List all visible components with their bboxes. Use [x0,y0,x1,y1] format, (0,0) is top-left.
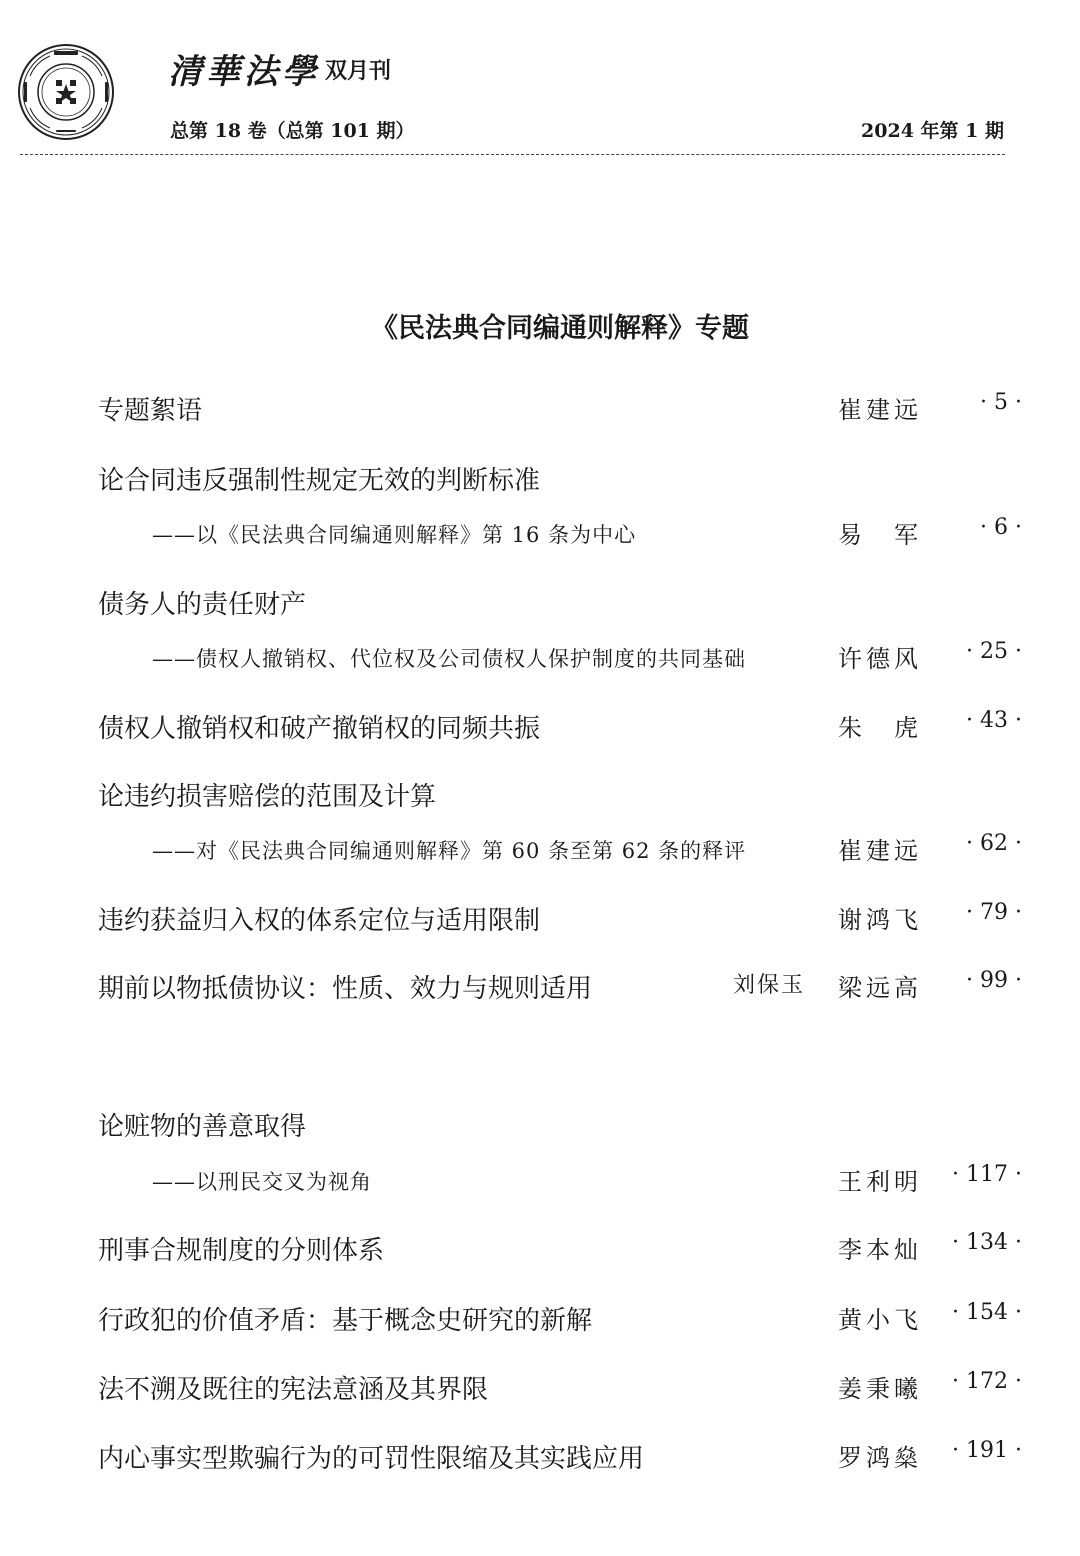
article-page: · 43 · [966,708,1022,733]
toc-entry[interactable] [0,776,1080,816]
article-author: 易 军 [838,521,918,549]
toc-entry-subline [0,639,1080,679]
header-divider [20,154,1005,155]
article-subtitle: ——以《民法典合同编通则解释》第 16 条为中心 [152,523,637,547]
toc-entry-subline [0,1162,1080,1202]
article-page: · 134 · [952,1230,1022,1255]
article-author: 梁远高 [838,974,918,1002]
article-page: · 6 · [980,515,1022,540]
article-author: 许德风 [838,645,918,673]
article-title: 论违约损害赔偿的范围及计算 [98,782,437,812]
toc-entry[interactable] [0,968,1080,1008]
article-title: 专题絮语 [98,396,203,426]
article-title: 违约获益归入权的体系定位与适用限制 [98,906,541,936]
journal-frequency: 双月刊 [325,58,392,84]
toc-entry[interactable] [0,900,1080,940]
article-author: 黄小飞 [838,1306,918,1334]
toc-entry[interactable] [0,460,1080,500]
toc-entry-subline [0,515,1080,555]
toc-entry[interactable] [0,708,1080,748]
article-title: 法不溯及既往的宪法意涵及其界限 [98,1375,489,1405]
article-title: 期前以物抵债协议：性质、效力与规则适用 [98,974,593,1004]
article-subtitle: ——对《民法典合同编通则解释》第 60 条至第 62 条的释评 [152,839,747,863]
article-page: · 191 · [952,1438,1022,1463]
article-author: 姜秉曦 [838,1375,918,1403]
article-page: · 62 · [966,831,1022,856]
article-coauthor: 刘保玉 [733,973,806,998]
article-author: 朱 虎 [838,714,918,742]
article-title: 刑事合规制度的分则体系 [98,1236,385,1266]
volume-info: 总第 18 卷（总第 101 期） [170,120,415,142]
toc-entry[interactable] [0,1369,1080,1409]
article-title: 论合同违反强制性规定无效的判断标准 [98,466,541,496]
university-seal-icon [16,42,116,142]
toc-entry[interactable] [0,1106,1080,1146]
article-title: 行政犯的价值矛盾：基于概念史研究的新解 [98,1306,593,1336]
article-page: · 172 · [952,1369,1022,1394]
section-title: 《民法典合同编通则解释》专题 [371,313,749,344]
article-subtitle: ——债权人撤销权、代位权及公司债权人保护制度的共同基础 [152,647,746,671]
toc-entry[interactable] [0,390,1080,430]
article-author: 王利明 [838,1168,918,1196]
toc-entry-subline [0,831,1080,871]
article-subtitle: ——以刑民交叉为视角 [152,1170,372,1194]
article-title: 论赃物的善意取得 [98,1112,307,1142]
article-page: · 79 · [966,900,1022,925]
issue-info: 2024 年第 1 期 [861,120,1004,142]
toc-entry[interactable] [0,584,1080,624]
article-author: 罗鸿燊 [838,1444,918,1472]
article-page: · 154 · [952,1300,1022,1325]
article-title: 内心事实型欺骗行为的可罚性限缩及其实践应用 [98,1444,645,1474]
toc-entry[interactable] [0,1300,1080,1340]
article-author: 李本灿 [838,1236,918,1264]
journal-header [0,0,1080,170]
article-title: 债权人撤销权和破产撤销权的同频共振 [98,714,541,744]
article-author: 崔建远 [838,396,918,424]
article-author: 崔建远 [838,837,918,865]
article-page: · 99 · [966,968,1022,993]
article-page: · 117 · [952,1162,1022,1187]
toc-entry[interactable] [0,1230,1080,1270]
toc-entry[interactable] [0,1438,1080,1478]
article-author: 谢鸿飞 [838,906,918,934]
article-page: · 25 · [966,639,1022,664]
journal-title: 清華法學 [168,52,320,92]
article-title: 债务人的责任财产 [98,590,307,620]
article-page: · 5 · [980,390,1022,415]
